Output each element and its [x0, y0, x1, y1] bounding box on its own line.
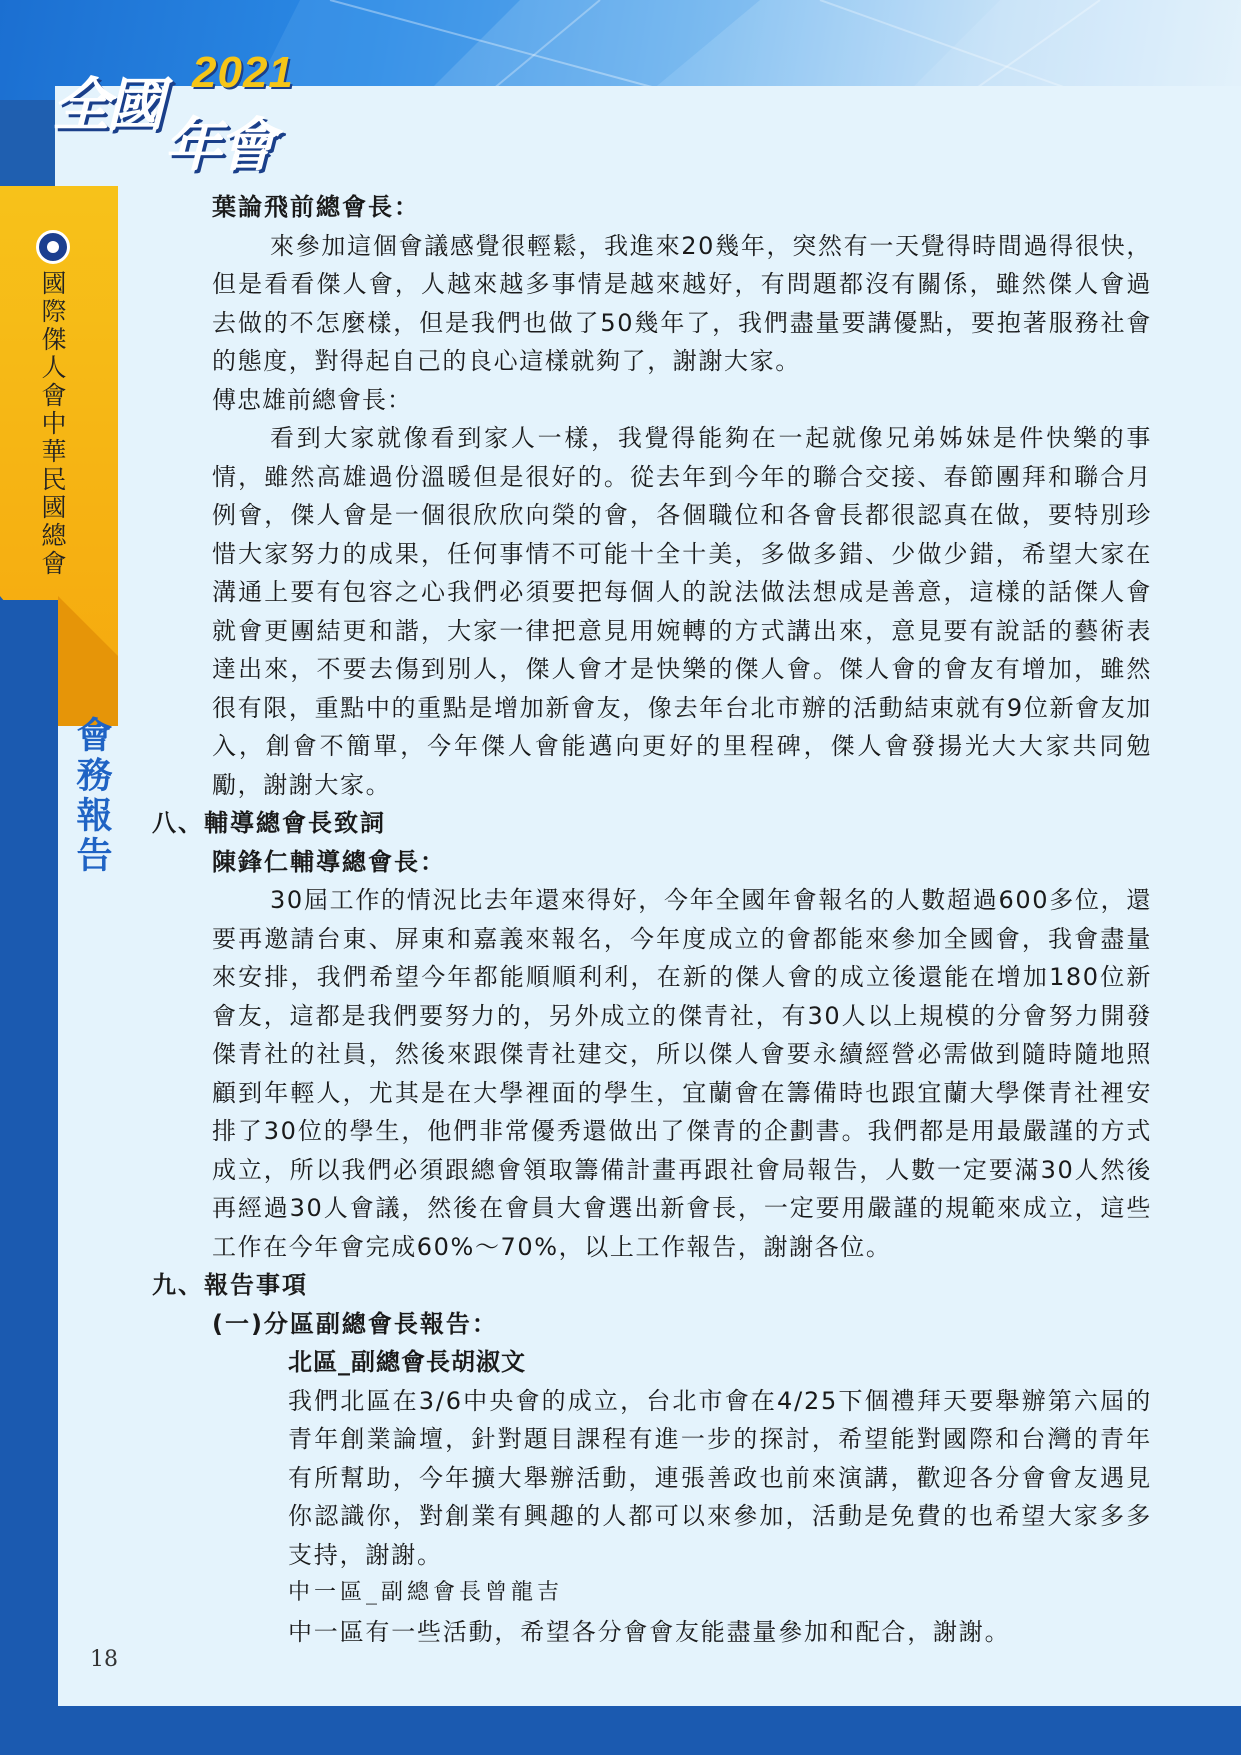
organization-name: 國際傑人會中華民國總會	[38, 270, 67, 578]
speaker-heading: 北區_副總會長胡淑文	[288, 1348, 526, 1376]
speaker-heading: 中一區_副總會長曾龍吉	[288, 1580, 564, 1605]
speech-paragraph: 來參加這個會議感覺很輕鬆，我進來20幾年，突然有一天覺得時間過得很快，但是看看傑人會，人越來越多事情是越來越好，有問題都沒有關係，雖然傑人會過去做的不怎麼樣，但是我們也做了50幾年了，我們盡量要講優點，要抱著服務社會的態度，對得起自己的良心這樣就夠了，謝謝大家。	[212, 231, 1152, 375]
logo-year: 2021	[192, 48, 294, 97]
sidebar-blue-band	[0, 600, 58, 1755]
speech-paragraph: 中一區有一些活動，希望各分會會友能盡量參加和配合，謝謝。	[288, 1617, 1011, 1646]
logo-title-line1: 全國	[52, 71, 161, 139]
page-number: 18	[90, 1647, 118, 1672]
speech-paragraph: 30屆工作的情況比去年還來得好，今年全國年會報名的人數超過600多位，還要再邀請台東、屏東和嘉義來報名，今年度成立的會都能來參加全國會，我會盡量來安排，我們希望今年都能順順利利，在新的傑人會的成立後還能在增加180位新會友，這都是我們要努力的，另外成立的傑青社，有30人以上規模的分會努力開發傑青社的社員，然後來跟傑青社建交，所以傑人會要永續經營必需做到隨時隨地照顧到年輕人，尤其是在大學裡面的學生，宜蘭會在籌備時也跟宜蘭大學傑青社裡安排了30位的學生，他們非常優秀還做出了傑青的企劃書。我們都是用最嚴謹的方式成立，所以我們必須跟總會領取籌備計畫再跟社會局報告，人數一定要滿30人然後再經過30人會議，然後在會員大會選出新會長，一定要用嚴謹的規範來成立，這些工作在今年會完成60%～70%，以上工作報告，謝謝各位。	[212, 886, 1152, 1261]
section-heading: 九、報告事項	[152, 1271, 308, 1299]
section-title: 會務報告	[71, 716, 112, 876]
speech-paragraph: 看到大家就像看到家人一樣，我覺得能夠在一起就像兄弟姊妹是件快樂的事情，雖然高雄過份溫暖但是很好的。從去年到今年的聯合交接、春節團拜和聯合月例會，傑人會是一個很欣欣向榮的會，各個職位和各會長都很認真在做，要特別珍惜大家努力的成果，任何事情不可能十全十美，多做多錯、少做少錯，希望大家在溝通上要有包容之心我們必須要把每個人的說法做法想成是善意，這樣的話傑人會就會更團結更和諧，大家一律把意見用婉轉的方式講出來，意見要有說話的藝術表達出來，不要去傷到別人，傑人會才是快樂的傑人會。傑人會的會友有增加，雖然很有限，重點中的重點是增加新會友，像去年台北市辦的活動結束就有9位新會友加入，創會不簡單，今年傑人會能邁向更好的里程碑，傑人會發揚光大大家共同勉勵，謝謝大家。	[212, 424, 1152, 799]
footer-bar	[0, 1706, 1241, 1755]
event-logo	[52, 48, 312, 179]
speech-paragraph: 我們北區在3/6中央會的成立，台北市會在4/25下個禮拜天要舉辦第六屆的青年創業論壇，針對題目課程有進一步的探討，希望能對國際和台灣的青年有所幫助，今年擴大舉辦活動，連張善政也前來演講，歡迎各分會會友遇見你認識你，對創業有興趣的人都可以來參加，活動是免費的也希望大家多多支持，謝謝。	[288, 1386, 1152, 1569]
document-body	[152, 188, 1152, 1651]
speaker-heading: 葉論飛前總會長：	[212, 193, 420, 221]
speaker-heading: 傅忠雄前總會長：	[212, 385, 412, 414]
speaker-heading: 陳鋒仁輔導總會長：	[212, 847, 446, 876]
subsection-heading: (一)分區副總會長報告：	[212, 1309, 498, 1338]
logo-title-line2: 年會	[164, 111, 273, 179]
section-heading: 八、輔導總會長致詞	[152, 809, 386, 837]
organization-emblem-icon	[36, 230, 70, 264]
